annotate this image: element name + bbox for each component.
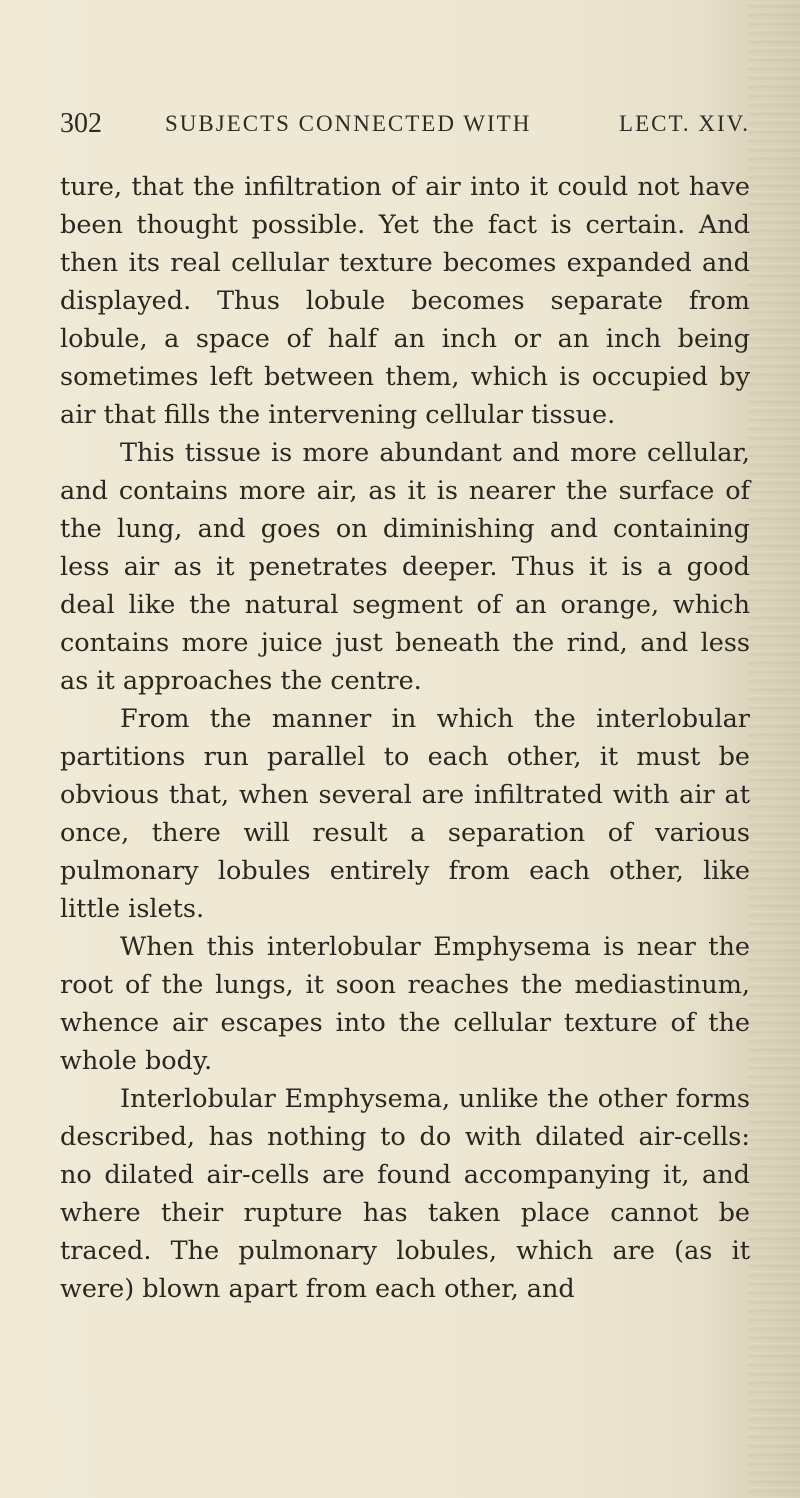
running-header [60, 108, 750, 152]
lecture-label: LECT. XIV. [619, 111, 750, 136]
page-edge-shading [748, 0, 800, 1498]
running-title: SUBJECTS CONNECTED WITH [165, 111, 532, 136]
page-number: 302 [60, 108, 102, 139]
body-text [60, 168, 750, 1308]
paragraph-1: ture, that the infiltration of air into it could not have been thought possible. Yet the fact is certain. And then its real cellular texture becomes expanded and displayed. Thus lobule becomes separate from lobule, a space of half an inch or an inch being sometimes left between them, which is occupied by air that fills the intervening cellular tissue. [60, 172, 750, 430]
paragraph-2: This tissue is more abundant and more cellular, and contains more air, as it is nearer the surface of the lung, and goes on diminishing and containing less air as it penetrates deeper. Thus it is a good deal like the natural segment of an orange, which contains more juice just beneath the rind, and less as it approaches the centre. [60, 438, 750, 696]
paragraph-5: Interlobular Emphysema, unlike the other forms described, has nothing to do with dilated air-cells: no dilated air-cells are found accompanying it, and where their rupture has taken place cannot be traced. The pulmonary lobules, which are (as it were) blown apart from each other, and [60, 1084, 750, 1304]
paragraph-4: When this interlobular Emphysema is near the root of the lungs, it soon reaches the mediastinum, whence air escapes into the cellular texture of the whole body. [60, 932, 750, 1076]
paragraph-3: From the manner in which the interlobular partitions run parallel to each other, it must be obvious that, when several are infiltrated with air at once, there will result a separation of various pulmonary lobules entirely from each other, like little islets. [60, 704, 750, 924]
